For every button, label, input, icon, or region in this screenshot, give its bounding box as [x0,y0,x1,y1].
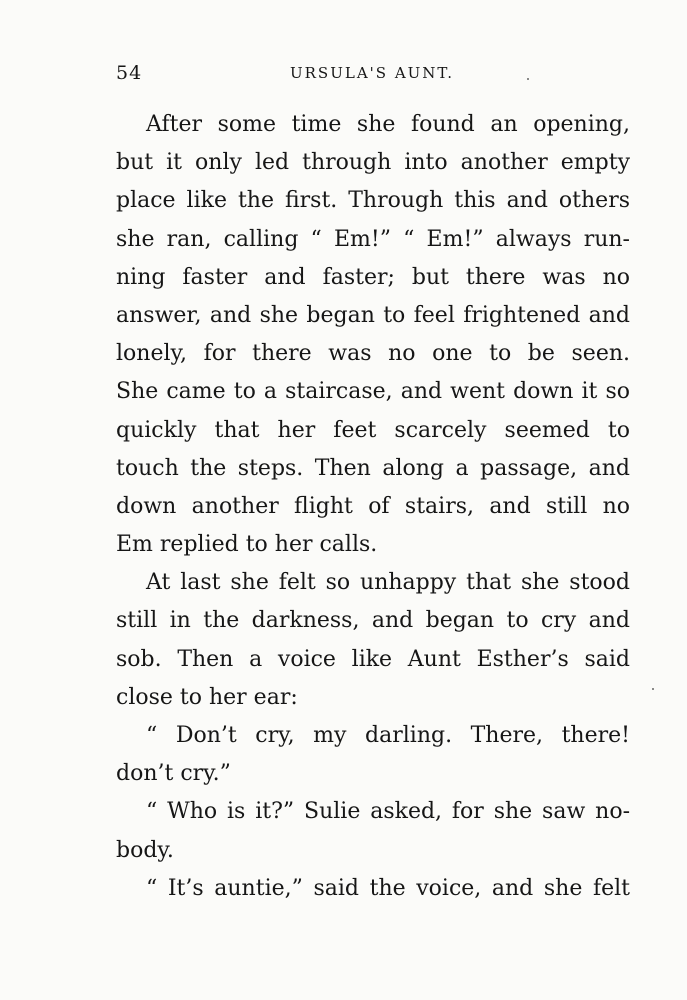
text-line: She came to a staircase, and went down it so [116,379,630,405]
text-line: ning faster and faster; but there was no [116,264,630,290]
text-line: “ Who is it?” Sulie asked, for she saw no- [146,799,630,825]
text-line: At last she felt so unhappy that she stood [146,570,630,596]
text-line: quickly that her feet scarcely seemed to [116,417,630,443]
text-line: she ran, calling “ Em!” “ Em!” always run- [116,226,630,252]
text-line: close to her ear: [116,684,298,710]
print-speck [527,78,529,80]
text-line: After some time she found an opening, [146,112,630,137]
text-line: lonely, for there was no one to be seen. [116,341,630,367]
text-line: “ Don’t cry, my darling. There, there! [146,723,630,748]
text-line: don’t cry.” [116,761,231,787]
running-title: URSULA'S AUNT. [290,64,454,82]
page-header [116,62,630,90]
text-line: body. [116,837,174,863]
text-line: still in the darkness, and began to cry and [116,608,630,634]
text-line: touch the steps. Then along a passage, and [116,455,630,481]
body-text [116,106,630,908]
text-line: answer, and she began to feel frightened and [116,302,630,328]
print-speck [652,688,654,690]
text-line: “ It’s auntie,” said the voice, and she felt [146,875,630,901]
text-line: sob. Then a voice like Aunt Esther’s said [116,646,630,672]
page-number: 54 [116,62,143,84]
text-line: Em replied to her calls. [116,532,378,558]
text-line: place like the first. Through this and others [116,188,630,214]
text-line: but it only led through into another empty [116,150,630,176]
text-line: down another flight of stairs, and still no [116,493,630,519]
